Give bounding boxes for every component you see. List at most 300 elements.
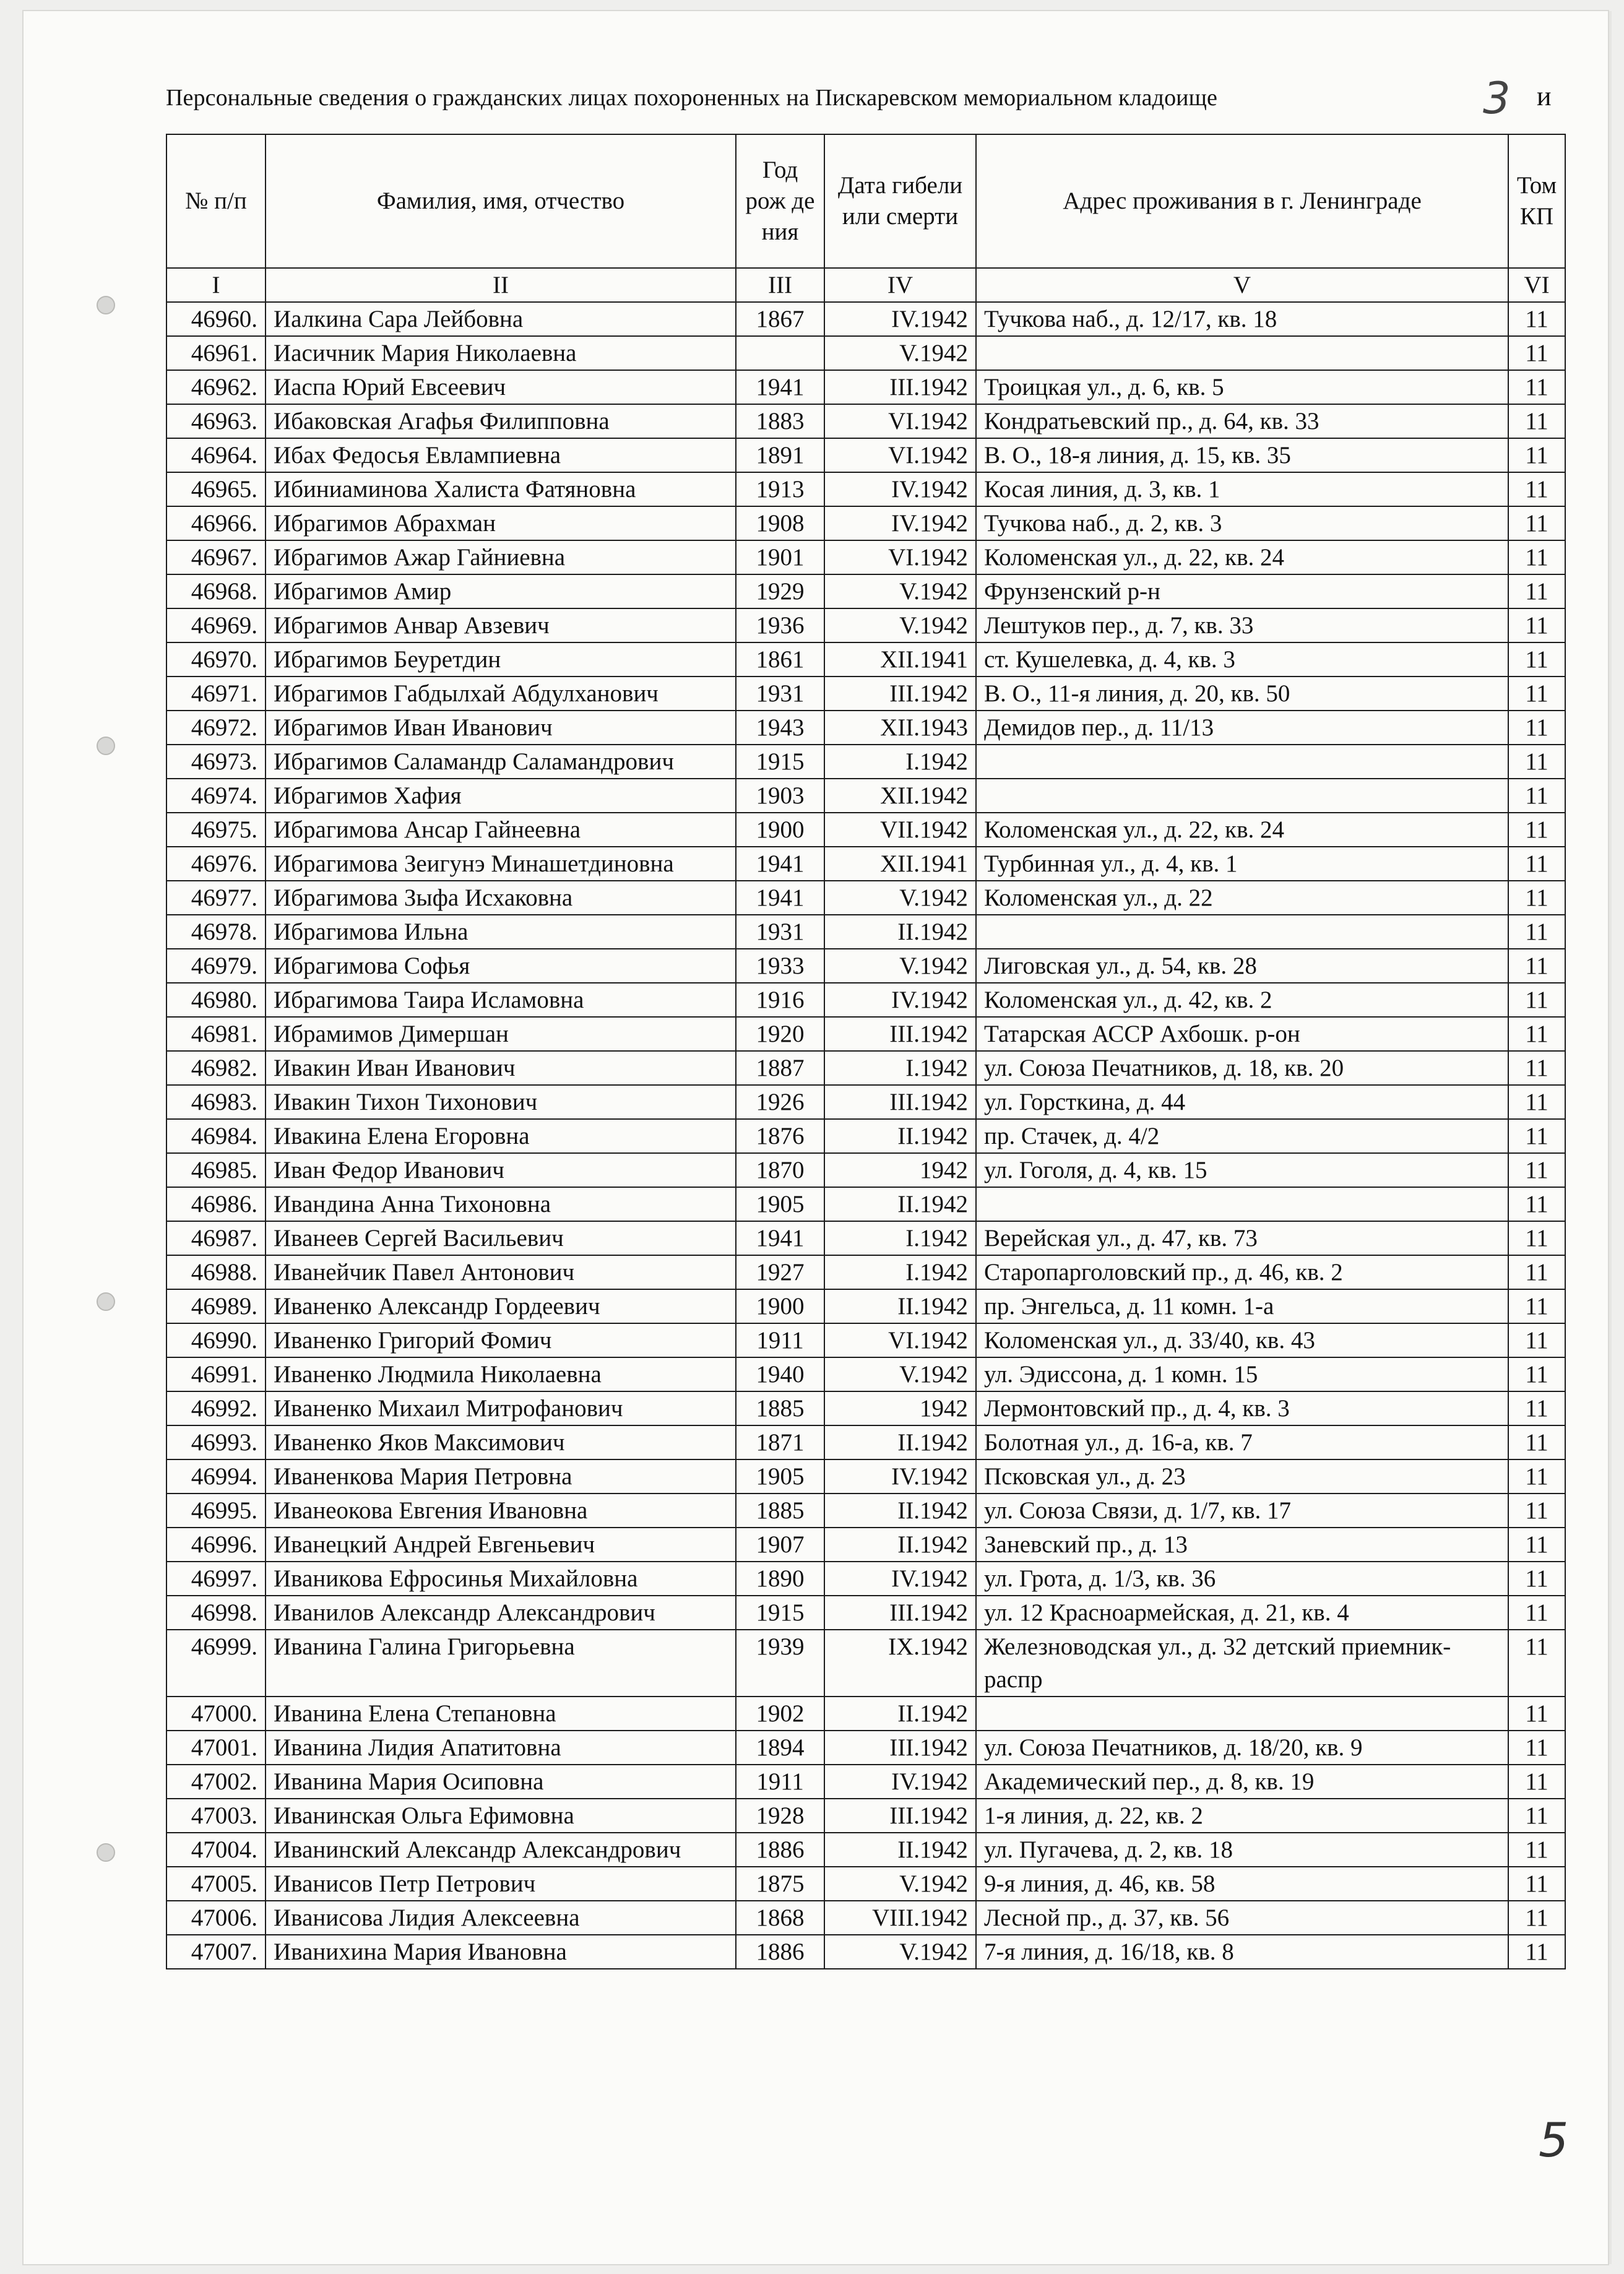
cell-year: 1887 — [736, 1051, 824, 1085]
cell-year: 1940 — [736, 1357, 824, 1391]
cell-name: Иванилов Александр Александрович — [266, 1596, 736, 1630]
table-row — [166, 506, 1565, 540]
cell-name: Ибрагимов Беуретдин — [266, 642, 736, 677]
cell-address: ул. Пугачева, д. 2, кв. 18 — [976, 1833, 1508, 1867]
cell-name: Иалкина Сара Лейбовна — [266, 302, 736, 336]
table-row — [166, 1494, 1565, 1528]
table-row — [166, 1697, 1565, 1731]
cell-address: 7-я линия, д. 16/18, кв. 8 — [976, 1935, 1508, 1969]
cell-date: 1942 — [824, 1153, 976, 1187]
cell-year: 1928 — [736, 1799, 824, 1833]
cell-name: Ибрагимов Ажар Гайниевна — [266, 540, 736, 574]
cell-num: 46980. — [166, 983, 266, 1017]
table-row — [166, 949, 1565, 983]
table-row — [166, 881, 1565, 915]
cell-address — [976, 779, 1508, 813]
cell-tom: 11 — [1508, 1221, 1565, 1255]
cell-num: 47005. — [166, 1867, 266, 1901]
cell-address: ул. Эдиссона, д. 1 комн. 15 — [976, 1357, 1508, 1391]
cell-year: 1868 — [736, 1901, 824, 1935]
cell-num: 46978. — [166, 915, 266, 949]
cell-num: 47003. — [166, 1799, 266, 1833]
cell-tom: 11 — [1508, 1494, 1565, 1528]
cell-name: Иван Федор Иванович — [266, 1153, 736, 1187]
cell-address: 9-я линия, д. 46, кв. 58 — [976, 1867, 1508, 1901]
table-row — [166, 608, 1565, 642]
cell-tom: 11 — [1508, 1051, 1565, 1085]
cell-address: Академический пер., д. 8, кв. 19 — [976, 1765, 1508, 1799]
cell-tom: 11 — [1508, 1799, 1565, 1833]
cell-num: 46995. — [166, 1494, 266, 1528]
cell-date: II.1942 — [824, 1119, 976, 1153]
col-header-address: Адрес проживания в г. Ленинграде — [976, 134, 1508, 268]
cell-num: 46987. — [166, 1221, 266, 1255]
cell-address: Косая линия, д. 3, кв. 1 — [976, 472, 1508, 506]
cell-date: III.1942 — [824, 677, 976, 711]
cell-num: 46960. — [166, 302, 266, 336]
cell-date: VIII.1942 — [824, 1901, 976, 1935]
cell-year: 1905 — [736, 1459, 824, 1494]
cell-tom: 11 — [1508, 1255, 1565, 1289]
cell-num: 46971. — [166, 677, 266, 711]
cell-address: пр. Стачек, д. 4/2 — [976, 1119, 1508, 1153]
cell-year — [736, 336, 824, 370]
cell-name: Ибиниаминова Халиста Фатяновна — [266, 472, 736, 506]
cell-num: 46969. — [166, 608, 266, 642]
col-header-date: Дата гибели или смерти — [824, 134, 976, 268]
cell-year: 1941 — [736, 370, 824, 404]
cell-address: Коломенская ул., д. 22, кв. 24 — [976, 540, 1508, 574]
cell-tom: 11 — [1508, 1289, 1565, 1323]
table-row — [166, 1391, 1565, 1425]
document-page — [24, 11, 1608, 2264]
burial-register-table — [166, 134, 1566, 1969]
cell-date: V.1942 — [824, 949, 976, 983]
cell-name: Иванецкий Андрей Евгеньевич — [266, 1528, 736, 1562]
cell-num: 47007. — [166, 1935, 266, 1969]
cell-year: 1901 — [736, 540, 824, 574]
table-row — [166, 1765, 1565, 1799]
cell-name: Ибрагимова Зыфа Исхаковна — [266, 881, 736, 915]
cell-num: 47000. — [166, 1697, 266, 1731]
cell-date: II.1942 — [824, 1494, 976, 1528]
cell-date: I.1942 — [824, 1255, 976, 1289]
cell-tom: 11 — [1508, 1596, 1565, 1630]
cell-address: В. О., 11-я линия, д. 20, кв. 50 — [976, 677, 1508, 711]
cell-date: V.1942 — [824, 336, 976, 370]
cell-address: ул. Гоголя, д. 4, кв. 15 — [976, 1153, 1508, 1187]
cell-tom: 11 — [1508, 370, 1565, 404]
cell-tom: 11 — [1508, 1085, 1565, 1119]
cell-date: V.1942 — [824, 574, 976, 608]
cell-num: 46965. — [166, 472, 266, 506]
cell-num: 46968. — [166, 574, 266, 608]
cell-name: Ибрагимов Хафия — [266, 779, 736, 813]
cell-year: 1920 — [736, 1017, 824, 1051]
cell-name: Ивакин Иван Иванович — [266, 1051, 736, 1085]
cell-tom: 11 — [1508, 983, 1565, 1017]
cell-tom: 11 — [1508, 1459, 1565, 1494]
cell-date: III.1942 — [824, 370, 976, 404]
cell-address — [976, 745, 1508, 779]
table-row — [166, 1085, 1565, 1119]
cell-tom: 11 — [1508, 1765, 1565, 1799]
cell-date: II.1942 — [824, 1697, 976, 1731]
roman-col-2: II — [266, 268, 736, 302]
cell-date: XII.1941 — [824, 847, 976, 881]
cell-num: 46984. — [166, 1119, 266, 1153]
roman-col-6: VI — [1508, 268, 1565, 302]
cell-tom: 11 — [1508, 1867, 1565, 1901]
cell-name: Ивакина Елена Егоровна — [266, 1119, 736, 1153]
cell-address: Тучкова наб., д. 12/17, кв. 18 — [976, 302, 1508, 336]
cell-name: Ибрагимов Абрахман — [266, 506, 736, 540]
cell-date: VI.1942 — [824, 1323, 976, 1357]
cell-date: VI.1942 — [824, 404, 976, 438]
table-row — [166, 1935, 1565, 1969]
table-row — [166, 540, 1565, 574]
cell-address: Фрунзенский р-н — [976, 574, 1508, 608]
cell-year: 1907 — [736, 1528, 824, 1562]
cell-name: Иванисов Петр Петрович — [266, 1867, 736, 1901]
table-row — [166, 915, 1565, 949]
cell-num: 46993. — [166, 1425, 266, 1459]
cell-address: Лесной пр., д. 37, кв. 56 — [976, 1901, 1508, 1935]
punch-hole — [97, 1292, 115, 1311]
cell-tom: 11 — [1508, 779, 1565, 813]
cell-year: 1916 — [736, 983, 824, 1017]
cell-tom: 11 — [1508, 540, 1565, 574]
cell-address: ул. Грота, д. 1/3, кв. 36 — [976, 1562, 1508, 1596]
cell-year: 1926 — [736, 1085, 824, 1119]
cell-year: 1915 — [736, 745, 824, 779]
cell-num: 46979. — [166, 949, 266, 983]
cell-year: 1929 — [736, 574, 824, 608]
table-row — [166, 711, 1565, 745]
cell-address: Лештуков пер., д. 7, кв. 33 — [976, 608, 1508, 642]
cell-num: 46962. — [166, 370, 266, 404]
cell-date: I.1942 — [824, 745, 976, 779]
table-body — [166, 302, 1565, 1969]
table-row — [166, 370, 1565, 404]
cell-address: Заневский пр., д. 13 — [976, 1528, 1508, 1562]
cell-year: 1890 — [736, 1562, 824, 1596]
cell-year: 1941 — [736, 1221, 824, 1255]
cell-num: 46992. — [166, 1391, 266, 1425]
table-row — [166, 1153, 1565, 1187]
roman-col-3: III — [736, 268, 824, 302]
cell-address: Старопарголовский пр., д. 46, кв. 2 — [976, 1255, 1508, 1289]
cell-tom: 11 — [1508, 642, 1565, 677]
cell-date: I.1942 — [824, 1051, 976, 1085]
cell-year: 1886 — [736, 1935, 824, 1969]
table-row — [166, 1357, 1565, 1391]
cell-date: II.1942 — [824, 1425, 976, 1459]
cell-name: Ибрагимов Амир — [266, 574, 736, 608]
table-row — [166, 1187, 1565, 1221]
cell-date: VI.1942 — [824, 540, 976, 574]
cell-tom: 11 — [1508, 1901, 1565, 1935]
table-row — [166, 642, 1565, 677]
cell-tom: 11 — [1508, 1935, 1565, 1969]
cell-name: Иванинская Ольга Ефимовна — [266, 1799, 736, 1833]
cell-tom: 11 — [1508, 1425, 1565, 1459]
cell-date: IV.1942 — [824, 1562, 976, 1596]
cell-date: IV.1942 — [824, 983, 976, 1017]
cell-num: 46976. — [166, 847, 266, 881]
cell-year: 1861 — [736, 642, 824, 677]
cell-name: Иванина Елена Степановна — [266, 1697, 736, 1731]
table-row — [166, 813, 1565, 847]
cell-tom: 11 — [1508, 404, 1565, 438]
cell-year: 1871 — [736, 1425, 824, 1459]
table-row — [166, 1562, 1565, 1596]
table-row — [166, 1459, 1565, 1494]
cell-tom: 11 — [1508, 302, 1565, 336]
cell-name: Ибрагимов Иван Иванович — [266, 711, 736, 745]
table-row — [166, 847, 1565, 881]
cell-num: 46975. — [166, 813, 266, 847]
cell-address: ул. Союза Печатников, д. 18/20, кв. 9 — [976, 1731, 1508, 1765]
cell-name: Ибрагимова Софья — [266, 949, 736, 983]
cell-tom: 11 — [1508, 336, 1565, 370]
table-row — [166, 1528, 1565, 1562]
cell-num: 46999. — [166, 1630, 266, 1697]
cell-name: Ибрагимов Габдылхай Абдулханович — [266, 677, 736, 711]
cell-year: 1941 — [736, 847, 824, 881]
table-row — [166, 1630, 1565, 1697]
cell-address: Верейская ул., д. 47, кв. 73 — [976, 1221, 1508, 1255]
cell-tom: 11 — [1508, 949, 1565, 983]
cell-date: III.1942 — [824, 1799, 976, 1833]
cell-year: 1911 — [736, 1765, 824, 1799]
cell-date: XII.1943 — [824, 711, 976, 745]
cell-date: XII.1942 — [824, 779, 976, 813]
cell-num: 46985. — [166, 1153, 266, 1187]
cell-num: 46990. — [166, 1323, 266, 1357]
handwritten-page-number: 3 — [1483, 73, 1511, 124]
cell-tom: 11 — [1508, 745, 1565, 779]
cell-year: 1908 — [736, 506, 824, 540]
cell-date: V.1942 — [824, 1867, 976, 1901]
cell-num: 46982. — [166, 1051, 266, 1085]
cell-address: ул. Горсткина, д. 44 — [976, 1085, 1508, 1119]
cell-tom: 11 — [1508, 711, 1565, 745]
cell-num: 46991. — [166, 1357, 266, 1391]
cell-address: Коломенская ул., д. 33/40, кв. 43 — [976, 1323, 1508, 1357]
table-row — [166, 1255, 1565, 1289]
cell-num: 46970. — [166, 642, 266, 677]
cell-tom: 11 — [1508, 1119, 1565, 1153]
cell-year: 1867 — [736, 302, 824, 336]
cell-year: 1886 — [736, 1833, 824, 1867]
cell-address — [976, 336, 1508, 370]
cell-num: 46973. — [166, 745, 266, 779]
cell-name: Иваненко Людмила Николаевна — [266, 1357, 736, 1391]
table-row — [166, 1289, 1565, 1323]
table-row — [166, 404, 1565, 438]
table-row — [166, 1799, 1565, 1833]
cell-name: Иасичник Мария Николаевна — [266, 336, 736, 370]
table-row — [166, 983, 1565, 1017]
cell-num: 46994. — [166, 1459, 266, 1494]
punch-hole — [97, 737, 115, 755]
cell-num: 46988. — [166, 1255, 266, 1289]
cell-address: ст. Кушелевка, д. 4, кв. 3 — [976, 642, 1508, 677]
cell-date: II.1942 — [824, 1833, 976, 1867]
cell-num: 46981. — [166, 1017, 266, 1051]
cell-num: 47001. — [166, 1731, 266, 1765]
cell-tom: 11 — [1508, 1833, 1565, 1867]
table-row — [166, 1323, 1565, 1357]
table-row — [166, 574, 1565, 608]
cell-num: 47006. — [166, 1901, 266, 1935]
cell-num: 46961. — [166, 336, 266, 370]
page-title: Персональные сведения о гражданских лицах похороненных на Пискаревском мемориальном кладоище — [166, 85, 1217, 111]
table-row — [166, 1867, 1565, 1901]
cell-num: 46964. — [166, 438, 266, 472]
cell-year: 1876 — [736, 1119, 824, 1153]
cell-name: Ибрагимова Таира Исламовна — [266, 983, 736, 1017]
cell-date: V.1942 — [824, 881, 976, 915]
cell-num: 46967. — [166, 540, 266, 574]
cell-name: Иванина Мария Осиповна — [266, 1765, 736, 1799]
cell-year: 1911 — [736, 1323, 824, 1357]
cell-address: пр. Энгельса, д. 11 комн. 1-а — [976, 1289, 1508, 1323]
cell-year: 1933 — [736, 949, 824, 983]
cell-date: IV.1942 — [824, 1459, 976, 1494]
cell-year: 1927 — [736, 1255, 824, 1289]
cell-name: Ибрагимов Анвар Авзевич — [266, 608, 736, 642]
roman-col-1: I — [166, 268, 266, 302]
cell-tom: 11 — [1508, 574, 1565, 608]
cell-date: IV.1942 — [824, 302, 976, 336]
cell-name: Ибрагимова Ильна — [266, 915, 736, 949]
cell-tom: 11 — [1508, 1562, 1565, 1596]
cell-date: IV.1942 — [824, 1765, 976, 1799]
roman-col-5: V — [976, 268, 1508, 302]
cell-name: Иванеев Сергей Васильевич — [266, 1221, 736, 1255]
cell-date: V.1942 — [824, 608, 976, 642]
table-row — [166, 1901, 1565, 1935]
cell-address: Демидов пер., д. 11/13 — [976, 711, 1508, 745]
cell-address: Коломенская ул., д. 42, кв. 2 — [976, 983, 1508, 1017]
table-row — [166, 336, 1565, 370]
cell-address: Псковская ул., д. 23 — [976, 1459, 1508, 1494]
cell-name: Иванеокова Евгения Ивановна — [266, 1494, 736, 1528]
cell-name: Иваненкова Мария Петровна — [266, 1459, 736, 1494]
col-header-tom: Том КП — [1508, 134, 1565, 268]
cell-name: Иванина Галина Григорьевна — [266, 1630, 736, 1697]
cell-year: 1885 — [736, 1391, 824, 1425]
table-row — [166, 1833, 1565, 1867]
cell-tom: 11 — [1508, 1391, 1565, 1425]
cell-date: II.1942 — [824, 1289, 976, 1323]
table-row — [166, 1119, 1565, 1153]
cell-year: 1900 — [736, 1289, 824, 1323]
roman-col-4: IV — [824, 268, 976, 302]
cell-name: Иванисова Лидия Алексеевна — [266, 1901, 736, 1935]
cell-date: III.1942 — [824, 1085, 976, 1119]
cell-address: Железноводская ул., д. 32 детский приемник-распр — [976, 1630, 1508, 1697]
cell-name: Иваненко Яков Максимович — [266, 1425, 736, 1459]
table-row — [166, 1221, 1565, 1255]
cell-tom: 11 — [1508, 472, 1565, 506]
cell-date: I.1942 — [824, 1221, 976, 1255]
cell-num: 47002. — [166, 1765, 266, 1799]
cell-year: 1931 — [736, 677, 824, 711]
cell-address: Татарская АССР Ахбошк. р-он — [976, 1017, 1508, 1051]
cell-tom: 11 — [1508, 915, 1565, 949]
cell-date: VI.1942 — [824, 438, 976, 472]
table-row — [166, 677, 1565, 711]
table-row — [166, 438, 1565, 472]
cell-date: II.1942 — [824, 915, 976, 949]
cell-year: 1903 — [736, 779, 824, 813]
cell-year: 1875 — [736, 1867, 824, 1901]
col-header-num: № п/п — [166, 134, 266, 268]
punch-hole — [97, 296, 115, 314]
cell-year: 1894 — [736, 1731, 824, 1765]
cell-name: Ибрагимова Ансар Гайнеевна — [266, 813, 736, 847]
cell-date: V.1942 — [824, 1357, 976, 1391]
cell-tom: 11 — [1508, 1187, 1565, 1221]
table-row — [166, 1596, 1565, 1630]
cell-name: Ибаковская Агафья Филипповна — [266, 404, 736, 438]
cell-year: 1900 — [736, 813, 824, 847]
table-row — [166, 779, 1565, 813]
cell-tom: 11 — [1508, 1697, 1565, 1731]
cell-year: 1915 — [736, 1596, 824, 1630]
cell-year: 1913 — [736, 472, 824, 506]
cell-tom: 11 — [1508, 677, 1565, 711]
roman-numeral-row — [166, 268, 1565, 302]
cell-tom: 11 — [1508, 847, 1565, 881]
cell-name: Иванейчик Павел Антонович — [266, 1255, 736, 1289]
cell-tom: 11 — [1508, 1731, 1565, 1765]
table-row — [166, 1731, 1565, 1765]
cell-name: Иваненко Григорий Фомич — [266, 1323, 736, 1357]
punch-hole — [97, 1843, 115, 1862]
cell-address: 1-я линия, д. 22, кв. 2 — [976, 1799, 1508, 1833]
cell-name: Иаспа Юрий Евсеевич — [266, 370, 736, 404]
cell-tom: 11 — [1508, 1153, 1565, 1187]
cell-tom: 11 — [1508, 438, 1565, 472]
cell-num: 46963. — [166, 404, 266, 438]
cell-date: VII.1942 — [824, 813, 976, 847]
cell-year: 1870 — [736, 1153, 824, 1187]
cell-address: ул. Союза Связи, д. 1/7, кв. 17 — [976, 1494, 1508, 1528]
cell-year: 1931 — [736, 915, 824, 949]
cell-date: V.1942 — [824, 1935, 976, 1969]
cell-name: Иваненко Александр Гордеевич — [266, 1289, 736, 1323]
cell-name: Иваненко Михаил Митрофанович — [266, 1391, 736, 1425]
cell-address: Болотная ул., д. 16-а, кв. 7 — [976, 1425, 1508, 1459]
cell-num: 46972. — [166, 711, 266, 745]
cell-name: Иванинский Александр Александрович — [266, 1833, 736, 1867]
cell-num: 46989. — [166, 1289, 266, 1323]
cell-tom: 11 — [1508, 1630, 1565, 1697]
cell-year: 1936 — [736, 608, 824, 642]
cell-address: ул. 12 Красноармейская, д. 21, кв. 4 — [976, 1596, 1508, 1630]
cell-name: Иванихина Мария Ивановна — [266, 1935, 736, 1969]
cell-year: 1885 — [736, 1494, 824, 1528]
cell-date: II.1942 — [824, 1187, 976, 1221]
cell-address — [976, 1187, 1508, 1221]
cell-date: XII.1941 — [824, 642, 976, 677]
cell-address: Кондратьевский пр., д. 64, кв. 33 — [976, 404, 1508, 438]
cell-num: 46966. — [166, 506, 266, 540]
